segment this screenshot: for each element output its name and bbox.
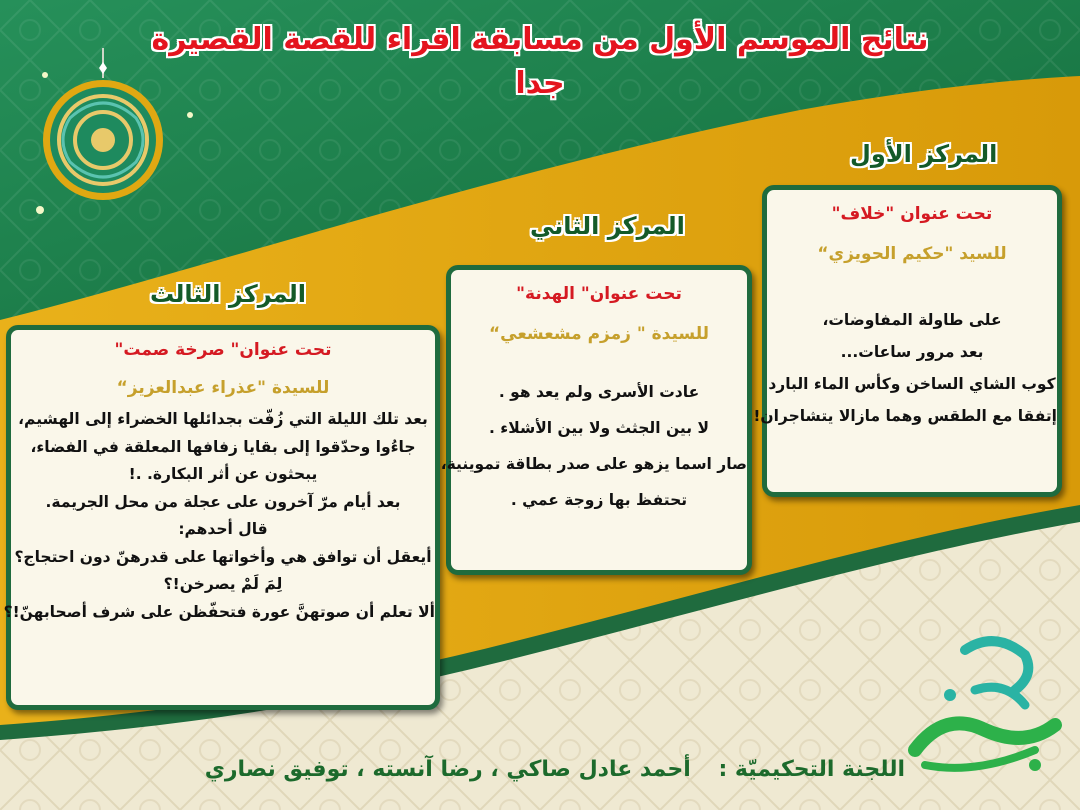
story-line: لا بين الجثث ولا بين الأشلاء . [488,419,709,437]
committee-label: اللجنة التحكيميّة : [718,757,905,782]
story-line: جاءُوا وحدّقوا إلى بقايا زفافها المعلقة في الفضاء، [30,437,416,456]
story-line: صار اسما يزهو على صدر بطاقة تموينية، [440,455,747,473]
ornament-medallion-icon [40,48,166,208]
story-title: تحت عنوان" الهدنة" [516,284,682,304]
story-line: بعد تلك الليلة التي زُفّت بجدائلها الخضراء إلى الهشيم، [18,410,428,428]
story-line: لِمَ لَمْ يصرخن!؟ [163,575,283,593]
story-line: تحتفظ بها زوجة عمي . [510,491,688,509]
story-line: ألا تعلم أن صوتهنَّ عورة فتحفّظن على شرف أصحابهنّ!؟ [3,602,435,621]
first-place-heading: المركز الأول [850,140,998,168]
fajr-bayan-logo-icon [905,630,1065,780]
story-line: بعد أيام مرّ آخرون على عجلة من محل الجريمة. [45,492,401,511]
story-line: على طاولة المفاوضات، [822,311,1002,329]
committee-names: أحمد عادل صاكي ، رضا آنسته ، توفيق نصاري [204,757,691,782]
story-title: تحت عنوان" صرخة صمت" [114,340,332,360]
story-line: عادت الأسرى ولم يعد هو . [498,383,700,401]
story-title: تحت عنوان "خلاف" [831,204,993,224]
third-place-card [3,325,440,710]
second-place-heading: المركز الثاني [530,212,685,240]
story-line: إتفقا مع الطقس وهما مازالا يتشاجران! [753,407,1057,425]
story-text [3,406,435,626]
story-author: للسيدة " زمزم مشعشعي“ [488,324,710,344]
first-place-card [753,185,1062,497]
judging-committee [160,750,905,790]
third-place-heading: المركز الثالث [150,280,306,308]
page-title: نتائج الموسم الأول من مسابقة اقراء للقصة القصيرة جدا [151,22,929,101]
story-author: للسيد "حكيم الحويزي“ [817,244,1007,264]
story-text [440,374,747,518]
story-line: قال أحدهم: [178,520,268,538]
story-line: أيعقل أن توافق هي وأخواتها على قدرهنّ دون احتجاج؟ [14,547,432,566]
story-line: يبحثون عن أثر البكارة. .! [128,465,318,483]
story-text [753,304,1057,432]
story-line: كوب الشاي الساخن وكأس الماء البارد [768,375,1056,393]
story-author: للسيدة "عذراء عبدالعزيز“ [116,378,330,398]
story-line: بعد مرور ساعات... [840,343,984,361]
second-place-card [440,265,752,575]
